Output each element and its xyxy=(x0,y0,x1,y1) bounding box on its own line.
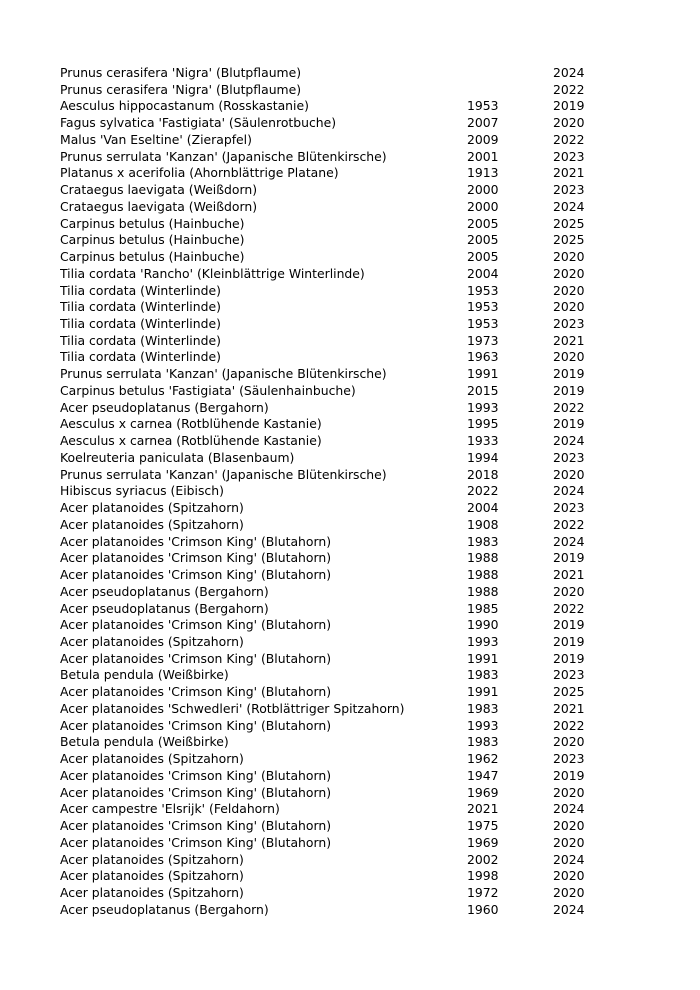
tree-name-cell: Carpinus betulus (Hainbuche) xyxy=(60,249,245,265)
record-year-cell: 2019 xyxy=(553,633,585,649)
tree-name-cell: Acer platanoides 'Crimson King' (Blutahorn) xyxy=(60,717,332,733)
planting-year-cell: 1969 xyxy=(467,784,499,800)
record-year-cell: 2022 xyxy=(553,600,585,616)
planting-year-cell: 1983 xyxy=(467,734,499,750)
record-year-cell: 2023 xyxy=(553,667,585,683)
planting-year-cell: 2005 xyxy=(467,232,499,248)
tree-name-cell: Carpinus betulus (Hainbuche) xyxy=(60,215,245,231)
planting-year-cell: 1985 xyxy=(467,600,499,616)
table-row xyxy=(60,115,600,132)
record-year-cell: 2022 xyxy=(553,516,585,532)
tree-name-cell: Acer platanoides 'Crimson King' (Blutahorn) xyxy=(60,834,332,850)
record-year-cell: 2025 xyxy=(553,232,585,248)
record-year-cell: 2019 xyxy=(553,617,585,633)
record-year-cell: 2019 xyxy=(553,416,585,432)
record-year-cell: 2024 xyxy=(553,851,585,867)
planting-year-cell: 1969 xyxy=(467,834,499,850)
planting-year-cell: 1988 xyxy=(467,583,499,599)
table-row xyxy=(60,634,600,651)
tree-name-cell: Crataegus laevigata (Weißdorn) xyxy=(60,182,258,198)
record-year-cell: 2022 xyxy=(553,81,585,97)
table-row xyxy=(60,316,600,333)
planting-year-cell: 2018 xyxy=(467,466,499,482)
table-row xyxy=(60,902,600,919)
record-year-cell: 2020 xyxy=(553,884,585,900)
tree-name-cell: Acer platanoides 'Crimson King' (Blutahorn) xyxy=(60,550,332,566)
record-year-cell: 2023 xyxy=(553,148,585,164)
tree-name-cell: Acer platanoides 'Schwedleri' (Rotblättriger Spitzahorn) xyxy=(60,700,405,716)
tree-name-cell: Acer platanoides (Spitzahorn) xyxy=(60,751,244,767)
table-row xyxy=(60,584,600,601)
table-row xyxy=(60,132,600,149)
tree-name-cell: Fagus sylvatica 'Fastigiata' (Säulenrotbuche) xyxy=(60,115,337,131)
record-year-cell: 2020 xyxy=(553,784,585,800)
tree-name-cell: Prunus serrulata 'Kanzan' (Japanische Blütenkirsche) xyxy=(60,466,387,482)
planting-year-cell: 2000 xyxy=(467,182,499,198)
planting-year-cell: 1983 xyxy=(467,667,499,683)
tree-name-cell: Betula pendula (Weißbirke) xyxy=(60,667,229,683)
record-year-cell: 2021 xyxy=(553,165,585,181)
planting-year-cell: 1993 xyxy=(467,633,499,649)
planting-year-cell: 1913 xyxy=(467,165,499,181)
table-row xyxy=(60,601,600,618)
planting-year-cell: 2007 xyxy=(467,115,499,131)
record-year-cell: 2019 xyxy=(553,366,585,382)
record-year-cell: 2020 xyxy=(553,115,585,131)
record-year-cell: 2024 xyxy=(553,198,585,214)
record-year-cell: 2023 xyxy=(553,182,585,198)
planting-year-cell: 2015 xyxy=(467,382,499,398)
tree-name-cell: Prunus cerasifera 'Nigra' (Blutpflaume) xyxy=(60,81,302,97)
planting-year-cell: 1975 xyxy=(467,818,499,834)
table-row xyxy=(60,366,600,383)
tree-name-cell: Acer pseudoplatanus (Bergahorn) xyxy=(60,399,269,415)
planting-year-cell: 1988 xyxy=(467,550,499,566)
planting-year-cell: 1993 xyxy=(467,717,499,733)
table-row xyxy=(60,852,600,869)
planting-year-cell xyxy=(467,65,553,82)
planting-year-cell: 2005 xyxy=(467,215,499,231)
record-year-cell: 2023 xyxy=(553,500,585,516)
record-year-cell: 2020 xyxy=(553,734,585,750)
table-row xyxy=(60,785,600,802)
planting-year-cell: 1994 xyxy=(467,449,499,465)
table-row xyxy=(60,684,600,701)
planting-year-cell: 1991 xyxy=(467,366,499,382)
table-row xyxy=(60,82,600,99)
planting-year-cell: 2022 xyxy=(467,483,499,499)
tree-name-cell: Acer platanoides 'Crimson King' (Blutahorn) xyxy=(60,784,332,800)
tree-name-cell: Aesculus x carnea (Rotblühende Kastanie) xyxy=(60,416,322,432)
table-row xyxy=(60,467,600,484)
table-row xyxy=(60,450,600,467)
record-year-cell: 2020 xyxy=(553,299,585,315)
tree-name-cell: Acer pseudoplatanus (Bergahorn) xyxy=(60,600,269,616)
record-year-cell: 2024 xyxy=(553,65,585,80)
tree-name-cell: Acer platanoides 'Crimson King' (Blutahorn) xyxy=(60,818,332,834)
table-row xyxy=(60,199,600,216)
tree-name-cell: Acer platanoides (Spitzahorn) xyxy=(60,500,244,516)
table-row xyxy=(60,801,600,818)
record-year-cell: 2020 xyxy=(553,834,585,850)
tree-name-cell: Malus 'Van Eseltine' (Zierapfel) xyxy=(60,131,252,147)
planting-year-cell: 2021 xyxy=(467,801,499,817)
tree-name-cell: Acer platanoides (Spitzahorn) xyxy=(60,884,244,900)
table-row xyxy=(60,718,600,735)
table-row xyxy=(60,165,600,182)
record-year-cell: 2023 xyxy=(553,449,585,465)
table-row xyxy=(60,65,600,82)
record-year-cell: 2022 xyxy=(553,399,585,415)
table-row xyxy=(60,433,600,450)
record-year-cell: 2020 xyxy=(553,466,585,482)
record-year-cell: 2024 xyxy=(553,533,585,549)
tree-name-cell: Carpinus betulus 'Fastigiata' (Säulenhainbuche) xyxy=(60,382,356,398)
tree-name-cell: Acer platanoides 'Crimson King' (Blutahorn) xyxy=(60,567,332,583)
planting-year-cell: 1960 xyxy=(467,901,499,917)
table-row xyxy=(60,534,600,551)
table-row xyxy=(60,299,600,316)
planting-year-cell: 1933 xyxy=(467,433,499,449)
table-row xyxy=(60,98,600,115)
record-year-cell: 2019 xyxy=(553,550,585,566)
record-year-cell: 2021 xyxy=(553,332,585,348)
table-row xyxy=(60,483,600,500)
table-row xyxy=(60,216,600,233)
record-year-cell: 2023 xyxy=(553,316,585,332)
table-row xyxy=(60,249,600,266)
table-row xyxy=(60,734,600,751)
planting-year-cell: 1953 xyxy=(467,299,499,315)
table-row xyxy=(60,550,600,567)
record-year-cell: 2020 xyxy=(553,265,585,281)
record-year-cell: 2020 xyxy=(553,282,585,298)
planting-year-cell: 1953 xyxy=(467,98,499,114)
table-row xyxy=(60,400,600,417)
table-row xyxy=(60,651,600,668)
planting-year-cell: 1908 xyxy=(467,516,499,532)
planting-year-cell: 1998 xyxy=(467,868,499,884)
tree-name-cell: Tilia cordata (Winterlinde) xyxy=(60,349,221,365)
record-year-cell: 2024 xyxy=(553,483,585,499)
table-row xyxy=(60,416,600,433)
record-year-cell: 2025 xyxy=(553,215,585,231)
table-row xyxy=(60,500,600,517)
table-row xyxy=(60,517,600,534)
tree-name-cell: Aesculus hippocastanum (Rosskastanie) xyxy=(60,98,309,114)
tree-name-cell: Acer platanoides 'Crimson King' (Blutahorn) xyxy=(60,650,332,666)
planting-year-cell: 1995 xyxy=(467,416,499,432)
record-year-cell: 2024 xyxy=(553,901,585,917)
tree-name-cell: Acer platanoides 'Crimson King' (Blutahorn) xyxy=(60,533,332,549)
planting-year-cell xyxy=(467,82,553,99)
table-row xyxy=(60,266,600,283)
planting-year-cell: 1991 xyxy=(467,684,499,700)
tree-name-cell: Carpinus betulus (Hainbuche) xyxy=(60,232,245,248)
record-year-cell: 2019 xyxy=(553,650,585,666)
tree-name-cell: Acer campestre 'Elsrijk' (Feldahorn) xyxy=(60,801,280,817)
tree-name-cell: Acer platanoides 'Crimson King' (Blutahorn) xyxy=(60,617,332,633)
table-row xyxy=(60,768,600,785)
record-year-cell: 2020 xyxy=(553,583,585,599)
table-row xyxy=(60,751,600,768)
planting-year-cell: 1962 xyxy=(467,751,499,767)
tree-name-cell: Prunus cerasifera 'Nigra' (Blutpflaume) xyxy=(60,65,302,80)
record-year-cell: 2024 xyxy=(553,433,585,449)
table-row xyxy=(60,885,600,902)
record-year-cell: 2020 xyxy=(553,249,585,265)
tree-name-cell: Tilia cordata (Winterlinde) xyxy=(60,332,221,348)
tree-name-cell: Tilia cordata 'Rancho' (Kleinblättrige Winterlinde) xyxy=(60,265,365,281)
record-year-cell: 2022 xyxy=(553,131,585,147)
record-year-cell: 2023 xyxy=(553,751,585,767)
record-year-cell: 2020 xyxy=(553,868,585,884)
planting-year-cell: 2005 xyxy=(467,249,499,265)
table-row xyxy=(60,701,600,718)
table-row xyxy=(60,232,600,249)
table-row xyxy=(60,835,600,852)
table-row xyxy=(60,333,600,350)
tree-name-cell: Acer platanoides (Spitzahorn) xyxy=(60,868,244,884)
tree-list-table xyxy=(60,65,600,918)
table-row xyxy=(60,182,600,199)
tree-name-cell: Prunus serrulata 'Kanzan' (Japanische Blütenkirsche) xyxy=(60,366,387,382)
table-row xyxy=(60,149,600,166)
table-row xyxy=(60,868,600,885)
tree-list-body xyxy=(60,65,600,918)
tree-name-cell: Acer platanoides 'Crimson King' (Blutahorn) xyxy=(60,684,332,700)
record-year-cell: 2020 xyxy=(553,349,585,365)
table-row xyxy=(60,667,600,684)
table-row xyxy=(60,349,600,366)
tree-name-cell: Acer pseudoplatanus (Bergahorn) xyxy=(60,901,269,917)
tree-name-cell: Platanus x acerifolia (Ahornblättrige Platane) xyxy=(60,165,339,181)
planting-year-cell: 1993 xyxy=(467,399,499,415)
tree-name-cell: Acer platanoides (Spitzahorn) xyxy=(60,851,244,867)
table-row xyxy=(60,617,600,634)
planting-year-cell: 1983 xyxy=(467,700,499,716)
planting-year-cell: 2004 xyxy=(467,500,499,516)
planting-year-cell: 2004 xyxy=(467,265,499,281)
record-year-cell: 2024 xyxy=(553,801,585,817)
record-year-cell: 2025 xyxy=(553,684,585,700)
tree-name-cell: Prunus serrulata 'Kanzan' (Japanische Blütenkirsche) xyxy=(60,148,387,164)
tree-name-cell: Koelreuteria paniculata (Blasenbaum) xyxy=(60,449,295,465)
planting-year-cell: 2009 xyxy=(467,131,499,147)
tree-name-cell: Acer pseudoplatanus (Bergahorn) xyxy=(60,583,269,599)
planting-year-cell: 1990 xyxy=(467,617,499,633)
table-row xyxy=(60,818,600,835)
planting-year-cell: 2001 xyxy=(467,148,499,164)
record-year-cell: 2020 xyxy=(553,818,585,834)
table-row xyxy=(60,567,600,584)
tree-name-cell: Tilia cordata (Winterlinde) xyxy=(60,282,221,298)
planting-year-cell: 1947 xyxy=(467,767,499,783)
record-year-cell: 2022 xyxy=(553,717,585,733)
table-row xyxy=(60,383,600,400)
planting-year-cell: 1983 xyxy=(467,533,499,549)
record-year-cell: 2021 xyxy=(553,700,585,716)
tree-name-cell: Tilia cordata (Winterlinde) xyxy=(60,299,221,315)
table-row xyxy=(60,283,600,300)
planting-year-cell: 1991 xyxy=(467,650,499,666)
tree-name-cell: Hibiscus syriacus (Eibisch) xyxy=(60,483,224,499)
planting-year-cell: 1953 xyxy=(467,282,499,298)
tree-name-cell: Acer platanoides (Spitzahorn) xyxy=(60,516,244,532)
record-year-cell: 2019 xyxy=(553,382,585,398)
planting-year-cell: 1953 xyxy=(467,316,499,332)
record-year-cell: 2021 xyxy=(553,567,585,583)
record-year-cell: 2019 xyxy=(553,98,585,114)
planting-year-cell: 1973 xyxy=(467,332,499,348)
record-year-cell: 2019 xyxy=(553,767,585,783)
tree-name-cell: Tilia cordata (Winterlinde) xyxy=(60,316,221,332)
planting-year-cell: 2002 xyxy=(467,851,499,867)
tree-name-cell: Betula pendula (Weißbirke) xyxy=(60,734,229,750)
planting-year-cell: 2000 xyxy=(467,198,499,214)
planting-year-cell: 1972 xyxy=(467,884,499,900)
planting-year-cell: 1963 xyxy=(467,349,499,365)
planting-year-cell: 1988 xyxy=(467,567,499,583)
tree-name-cell: Acer platanoides 'Crimson King' (Blutahorn) xyxy=(60,767,332,783)
tree-name-cell: Acer platanoides (Spitzahorn) xyxy=(60,633,244,649)
tree-name-cell: Aesculus x carnea (Rotblühende Kastanie) xyxy=(60,433,322,449)
tree-name-cell: Crataegus laevigata (Weißdorn) xyxy=(60,198,258,214)
